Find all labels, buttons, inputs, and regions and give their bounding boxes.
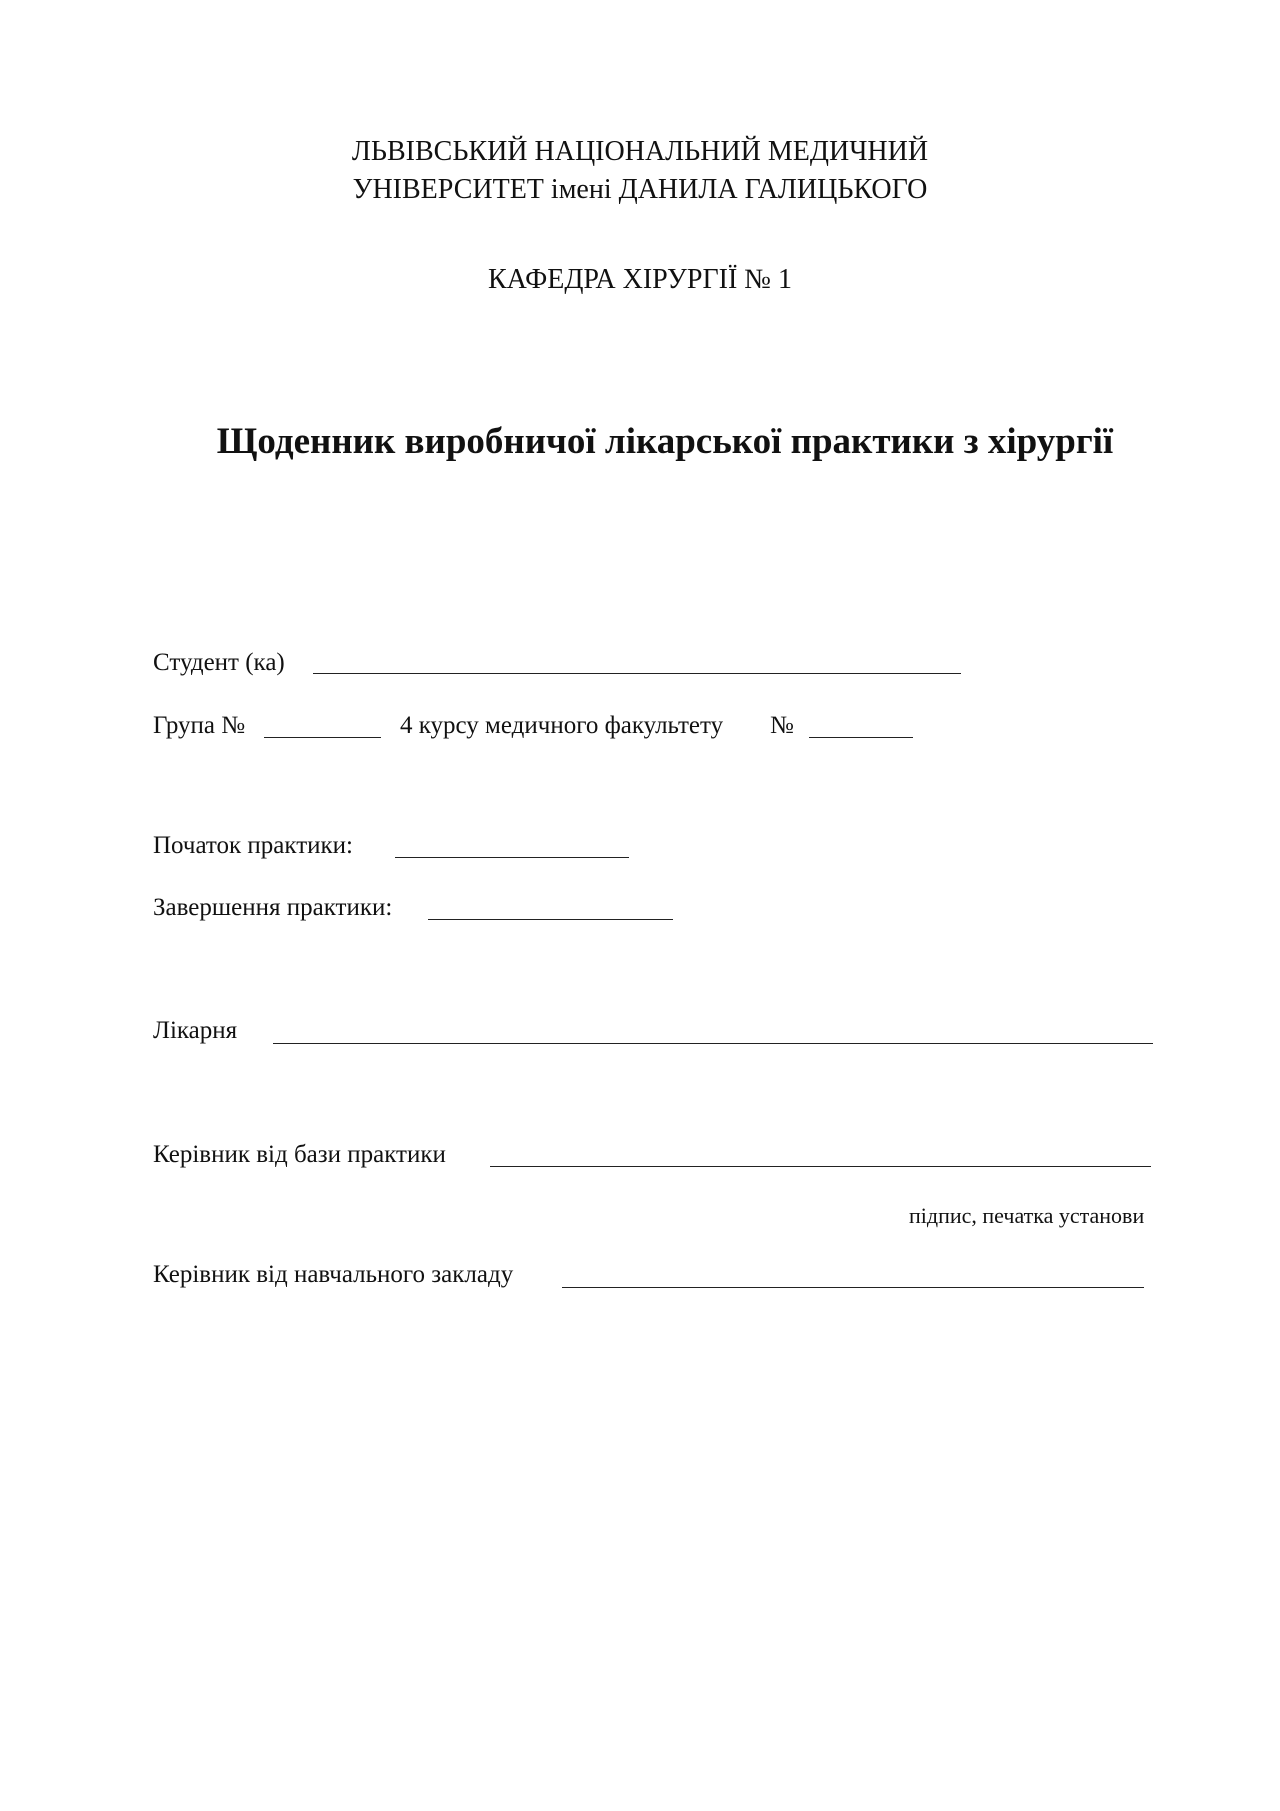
- signature-stamp-note: підпис, печатка установи: [909, 1203, 1145, 1228]
- document-title: Щоденник виробничої лікарської практики з хірургії: [216, 421, 1114, 462]
- base-supervisor-label: Керівник від бази практики: [153, 1141, 446, 1168]
- student-field[interactable]: [313, 673, 961, 674]
- faculty-number-label: №: [770, 712, 794, 739]
- department-name: КАФЕДРА ХІРУРГІЇ № 1: [487, 264, 793, 295]
- course-faculty-text: 4 курсу медичного факультету: [400, 712, 724, 739]
- practice-start-field[interactable]: [395, 857, 629, 858]
- school-supervisor-label: Керівник від навчального закладу: [153, 1261, 514, 1288]
- base-supervisor-field[interactable]: [490, 1166, 1151, 1167]
- hospital-label: Лікарня: [153, 1017, 238, 1044]
- group-number-field[interactable]: [264, 737, 381, 738]
- school-supervisor-field[interactable]: [562, 1287, 1144, 1288]
- faculty-number-field[interactable]: [809, 737, 913, 738]
- group-label: Група №: [153, 712, 246, 739]
- practice-start-label: Початок практики:: [153, 832, 353, 859]
- hospital-field[interactable]: [273, 1043, 1153, 1044]
- university-name-line1: ЛЬВІВСЬКИЙ НАЦІОНАЛЬНИЙ МЕДИЧНИЙ: [351, 136, 929, 167]
- practice-end-label: Завершення практики:: [153, 894, 393, 921]
- practice-end-field[interactable]: [428, 919, 673, 920]
- university-name-line2: УНІВЕРСИТЕТ імені ДАНИЛА ГАЛИЦЬКОГО: [352, 174, 928, 205]
- student-label: Студент (ка): [153, 649, 285, 676]
